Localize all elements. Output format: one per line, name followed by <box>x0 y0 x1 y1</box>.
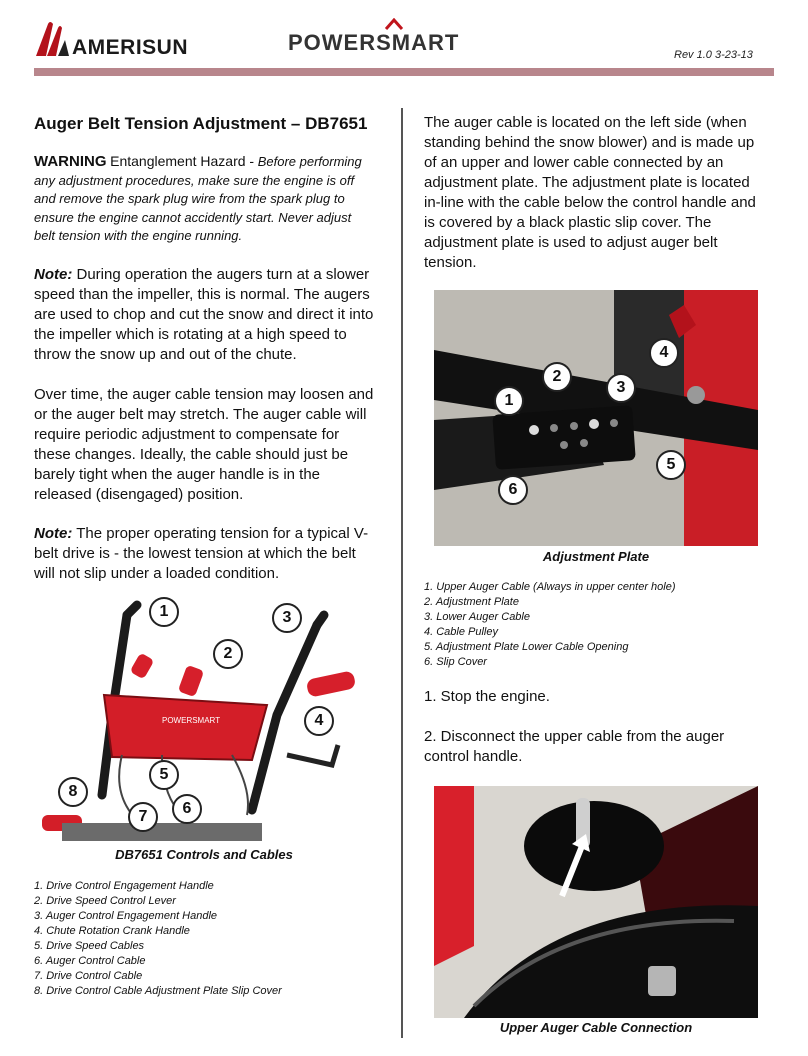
figure-callout-1: 1 <box>149 597 179 627</box>
step-1: 1. Stop the engine. <box>424 688 550 705</box>
caret-accent-icon <box>385 18 403 30</box>
photo-callout-2: 2 <box>542 362 572 392</box>
note-1-text: During operation the augers turn at a slower speed than the impeller, this is normal. The augers are used to chop and cut the snow and direct it into the impeller which is rotating at a high speed to throw the snow up and out of the chute. <box>34 266 374 363</box>
legend-item: 4. Cable Pulley <box>424 626 498 638</box>
legend-item: 5. Drive Speed Cables <box>34 940 145 952</box>
controls-legend <box>34 879 282 999</box>
legend-item: 4. Chute Rotation Crank Handle <box>34 925 190 937</box>
figure-callout-2: 2 <box>213 639 243 669</box>
photo-callout-1: 1 <box>494 386 524 416</box>
powersmart-wordmark: POWERSMART <box>288 30 460 55</box>
paragraph-tension: Over time, the auger cable tension may loosen and or the auger belt may stretch. The auger cable will require periodic adjustment to compensate for these changes. Ideally, the cable should just be barely tight when the auger handle is in the released (disengaged) position. <box>34 386 374 503</box>
warning-label: WARNING <box>34 153 107 170</box>
figure-caption-plate: Adjustment Plate <box>542 549 650 564</box>
figure-callout-8: 8 <box>58 777 88 807</box>
figure-caption-controls: DB7651 Controls and Cables <box>115 847 293 862</box>
upper-cable-image <box>434 786 758 1018</box>
legend-item: 3. Lower Auger Cable <box>424 611 530 623</box>
plate-legend <box>424 580 676 670</box>
legend-item: 6. Auger Control Cable <box>34 955 146 967</box>
warning-hazard: Entanglement Hazard - <box>110 153 255 169</box>
revision-label: Rev 1.0 3-23-13 <box>674 49 753 61</box>
right-intro: The auger cable is located on the left side (when standing behind the snow blower) and is made up of an upper and lower cable connected by an adjustment plate. The adjustment plate is located in-line with the cable below the control handle and is covered by a black plastic slip cover. The adjustment plate is used to adjust auger belt tension. <box>424 114 756 271</box>
legend-item: 7. Drive Control Cable <box>34 970 143 982</box>
amerisun-wordmark: AMERISUN <box>72 36 189 59</box>
powersmart-logo <box>288 30 459 56</box>
legend-item: 2. Drive Speed Control Lever <box>34 895 176 907</box>
warning-text: Before performing any adjustment procedures, make sure the engine is off and remove the spark plug wire from the spark plug to ensure the engine cannot accidently start. Never adjust belt tension with the engine running. <box>34 154 362 243</box>
photo-callout-6: 6 <box>498 475 528 505</box>
header-divider <box>34 68 774 76</box>
column-divider <box>401 108 403 1038</box>
figure-caption-upper-cable: Upper Auger Cable Connection <box>499 1020 693 1035</box>
svg-text:POWERSMART: POWERSMART <box>162 716 221 725</box>
adjustment-plate-photo <box>434 290 758 546</box>
figure-callout-6: 6 <box>172 794 202 824</box>
note-2 <box>34 524 374 584</box>
note-2-text: The proper operating tension for a typical V-belt drive is - the lowest tension at which the belt will not slip under a loaded condition. <box>34 525 369 582</box>
note-1 <box>34 265 374 365</box>
legend-item: 1. Upper Auger Cable (Always in upper center hole) <box>424 581 676 593</box>
warning-block <box>34 152 374 246</box>
figure-callout-7: 7 <box>128 802 158 832</box>
legend-item: 6. Slip Cover <box>424 656 487 668</box>
legend-item: 5. Adjustment Plate Lower Cable Opening <box>424 641 629 653</box>
note-2-label: Note: <box>34 525 73 542</box>
figure-callout-3: 3 <box>272 603 302 633</box>
photo-callout-3: 3 <box>606 373 636 403</box>
figure-callout-5: 5 <box>149 760 179 790</box>
legend-item: 2. Adjustment Plate <box>424 596 519 608</box>
adjustment-plate-image <box>434 290 758 546</box>
step-2: 2. Disconnect the upper cable from the auger control handle. <box>424 728 725 765</box>
controls-figure <box>42 595 372 845</box>
legend-item: 8. Drive Control Cable Adjustment Plate Slip Cover <box>34 985 282 997</box>
figure-callout-4: 4 <box>304 706 334 736</box>
photo-callout-5: 5 <box>656 450 686 480</box>
page-title: Auger Belt Tension Adjustment – DB7651 <box>34 114 368 133</box>
upper-cable-photo <box>434 786 758 1018</box>
amerisun-mark-icon <box>34 18 72 58</box>
legend-item: 1. Drive Control Engagement Handle <box>34 880 214 892</box>
legend-item: 3. Auger Control Engagement Handle <box>34 910 218 922</box>
note-1-label: Note: <box>34 266 73 283</box>
amerisun-logo <box>34 16 189 62</box>
photo-callout-4: 4 <box>649 338 679 368</box>
